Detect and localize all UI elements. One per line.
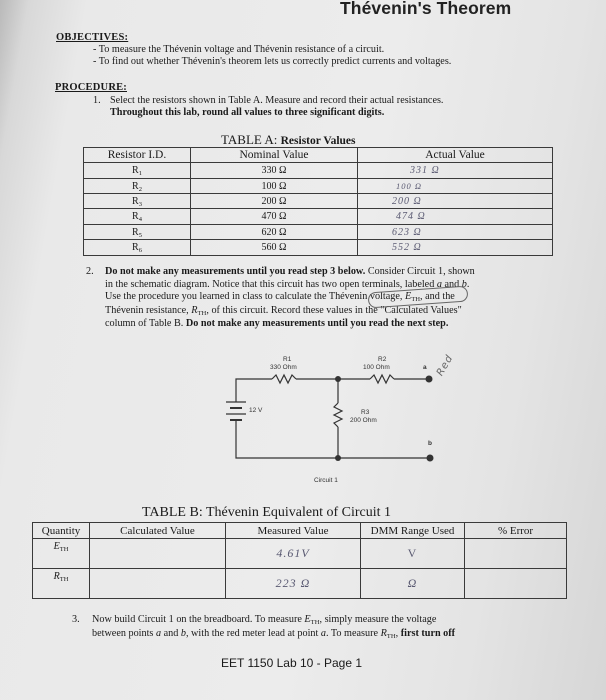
table-row xyxy=(84,225,553,240)
nominal-value: 470 Ω xyxy=(191,209,358,225)
r3-label: R3 xyxy=(361,409,370,416)
r2-value: 100 Ohm xyxy=(363,364,390,371)
resistor-id: $R_5$ xyxy=(84,225,191,240)
resistor-id: $R_3$ xyxy=(84,194,191,209)
table-a-header-actual: Actual Value xyxy=(358,148,553,163)
r3-value: 200 Ohm xyxy=(350,417,377,424)
terminal-b-dot xyxy=(427,455,434,462)
table-b-header-quantity: Quantity xyxy=(33,523,90,539)
measured-value-input[interactable]: 223 Ω xyxy=(226,569,361,599)
percent-error-input[interactable] xyxy=(465,539,567,569)
circuit-caption: Circuit 1 xyxy=(314,477,338,484)
table-row xyxy=(84,194,553,209)
table-row xyxy=(33,539,567,569)
r2-resistor-icon xyxy=(370,375,394,383)
r1-label: R1 xyxy=(283,356,292,363)
source-voltage-label: 12 V xyxy=(249,407,263,414)
r2-label: R2 xyxy=(378,356,387,363)
step-1-number: 1. xyxy=(93,95,101,106)
actual-value-input[interactable]: 623 Ω xyxy=(358,225,553,240)
resistor-id: $R_6$ xyxy=(84,240,191,256)
table-b-header-measured: Measured Value xyxy=(226,523,361,539)
resistor-id: $R_2$ xyxy=(84,179,191,194)
handwritten-red-note: Red xyxy=(434,353,456,378)
step-2-line-1: Do not make any measurements until you read step 3 below. Consider Circuit 1, shown xyxy=(105,266,475,277)
step-1-bold-text: Throughout this lab, round all values to three significant digits. xyxy=(110,107,385,118)
percent-error-input[interactable] xyxy=(465,569,567,599)
terminal-a-label: a xyxy=(423,364,427,371)
table-a-caption-prefix: TABLE A: xyxy=(221,132,281,147)
nominal-value: 560 Ω xyxy=(191,240,358,256)
resistor-id: $R_1$ xyxy=(84,163,191,179)
table-a-header-nominal: Nominal Value xyxy=(191,148,358,163)
actual-value-input[interactable]: 100 Ω xyxy=(358,179,553,194)
dmm-range-input[interactable]: Ω xyxy=(361,569,465,599)
procedure-heading: PROCEDURE: xyxy=(55,82,127,93)
table-b-header-error: % Error xyxy=(465,523,567,539)
r1-resistor-icon xyxy=(272,375,296,383)
r1-value: 330 Ohm xyxy=(270,364,297,371)
quantity-eth: $E_{TH}$ xyxy=(33,539,90,569)
table-b-header-row xyxy=(33,523,567,539)
table-a-caption xyxy=(221,132,356,148)
step-2-line-4: Thévenin resistance, $R_{TH}$, of this circuit. Record these values in the "Calculated Values" xyxy=(105,304,462,317)
table-a-caption-bold: Resistor Values xyxy=(280,135,356,147)
calculated-value-input[interactable] xyxy=(90,569,226,599)
calculated-value-input[interactable] xyxy=(90,539,226,569)
dmm-range-input[interactable]: V xyxy=(361,539,465,569)
step-1-text: Select the resistors shown in Table A. Measure and record their actual resistances. xyxy=(110,95,444,106)
actual-value-input[interactable]: 474 Ω xyxy=(358,209,553,225)
page-title: Thévenin's Theorem xyxy=(340,0,512,18)
table-a-header-row xyxy=(84,148,553,163)
table-b-caption: TABLE B: Thévenin Equivalent of Circuit 1 xyxy=(142,505,392,520)
actual-value-input[interactable]: 331 Ω xyxy=(358,163,553,179)
objectives-heading: OBJECTIVES: xyxy=(56,32,129,43)
nominal-value: 330 Ω xyxy=(191,163,358,179)
r3-resistor-icon xyxy=(334,403,342,427)
table-b-header-dmm-range: DMM Range Used xyxy=(361,523,465,539)
step-2-number: 2. xyxy=(86,266,94,277)
nominal-value: 620 Ω xyxy=(191,225,358,240)
junction-dot xyxy=(335,455,341,461)
nominal-value: 200 Ω xyxy=(191,194,358,209)
terminal-a-dot xyxy=(426,376,433,383)
measured-value-input[interactable]: 4.61V xyxy=(226,539,361,569)
step-2-text xyxy=(105,266,555,331)
table-a-header-id: Resistor I.D. xyxy=(84,148,191,163)
table-a xyxy=(83,147,553,256)
step-2-line-2: in the schematic diagram. Notice that this circuit has two open terminals, labeled a and b. xyxy=(105,278,470,290)
step-2-line-3: Use the procedure you learned in class to calculate the Thévenin voltage, $E_{TH}$, and the xyxy=(105,291,455,304)
table-b-header-calculated: Calculated Value xyxy=(90,523,226,539)
step-3-line-2: between points a and b, with the red meter lead at point a. To measure $R_{TH}$, first turn off xyxy=(92,627,456,640)
step-3-text xyxy=(92,614,562,641)
objective-item-1: - To measure the Thévenin voltage and Thévenin resistance of a circuit. xyxy=(93,44,385,55)
step-3-number: 3. xyxy=(72,614,80,625)
terminal-b-label: b xyxy=(428,440,432,447)
junction-dot xyxy=(335,376,341,382)
table-b xyxy=(32,522,567,599)
table-row xyxy=(84,240,553,256)
quantity-rth: $R_{TH}$ xyxy=(33,569,90,599)
step-3-line-1: Now build Circuit 1 on the breadboard. To measure $E_{TH}$, simply measure the voltage xyxy=(92,614,437,626)
nominal-value: 100 Ω xyxy=(191,179,358,194)
actual-value-input[interactable]: 200 Ω xyxy=(358,194,553,209)
objective-item-2: - To find out whether Thévenin's theorem lets us correctly predict currents and voltages. xyxy=(93,56,452,67)
table-row xyxy=(84,209,553,225)
table-row xyxy=(33,569,567,599)
page-footer: EET 1150 Lab 10 - Page 1 xyxy=(221,656,362,670)
table-row xyxy=(84,163,553,179)
actual-value-input[interactable]: 552 Ω xyxy=(358,240,553,256)
resistor-id: $R_4$ xyxy=(84,209,191,225)
step-2-line-5: column of Table B. Do not make any measurements until you read the next step. xyxy=(105,318,449,330)
table-row xyxy=(84,179,553,194)
